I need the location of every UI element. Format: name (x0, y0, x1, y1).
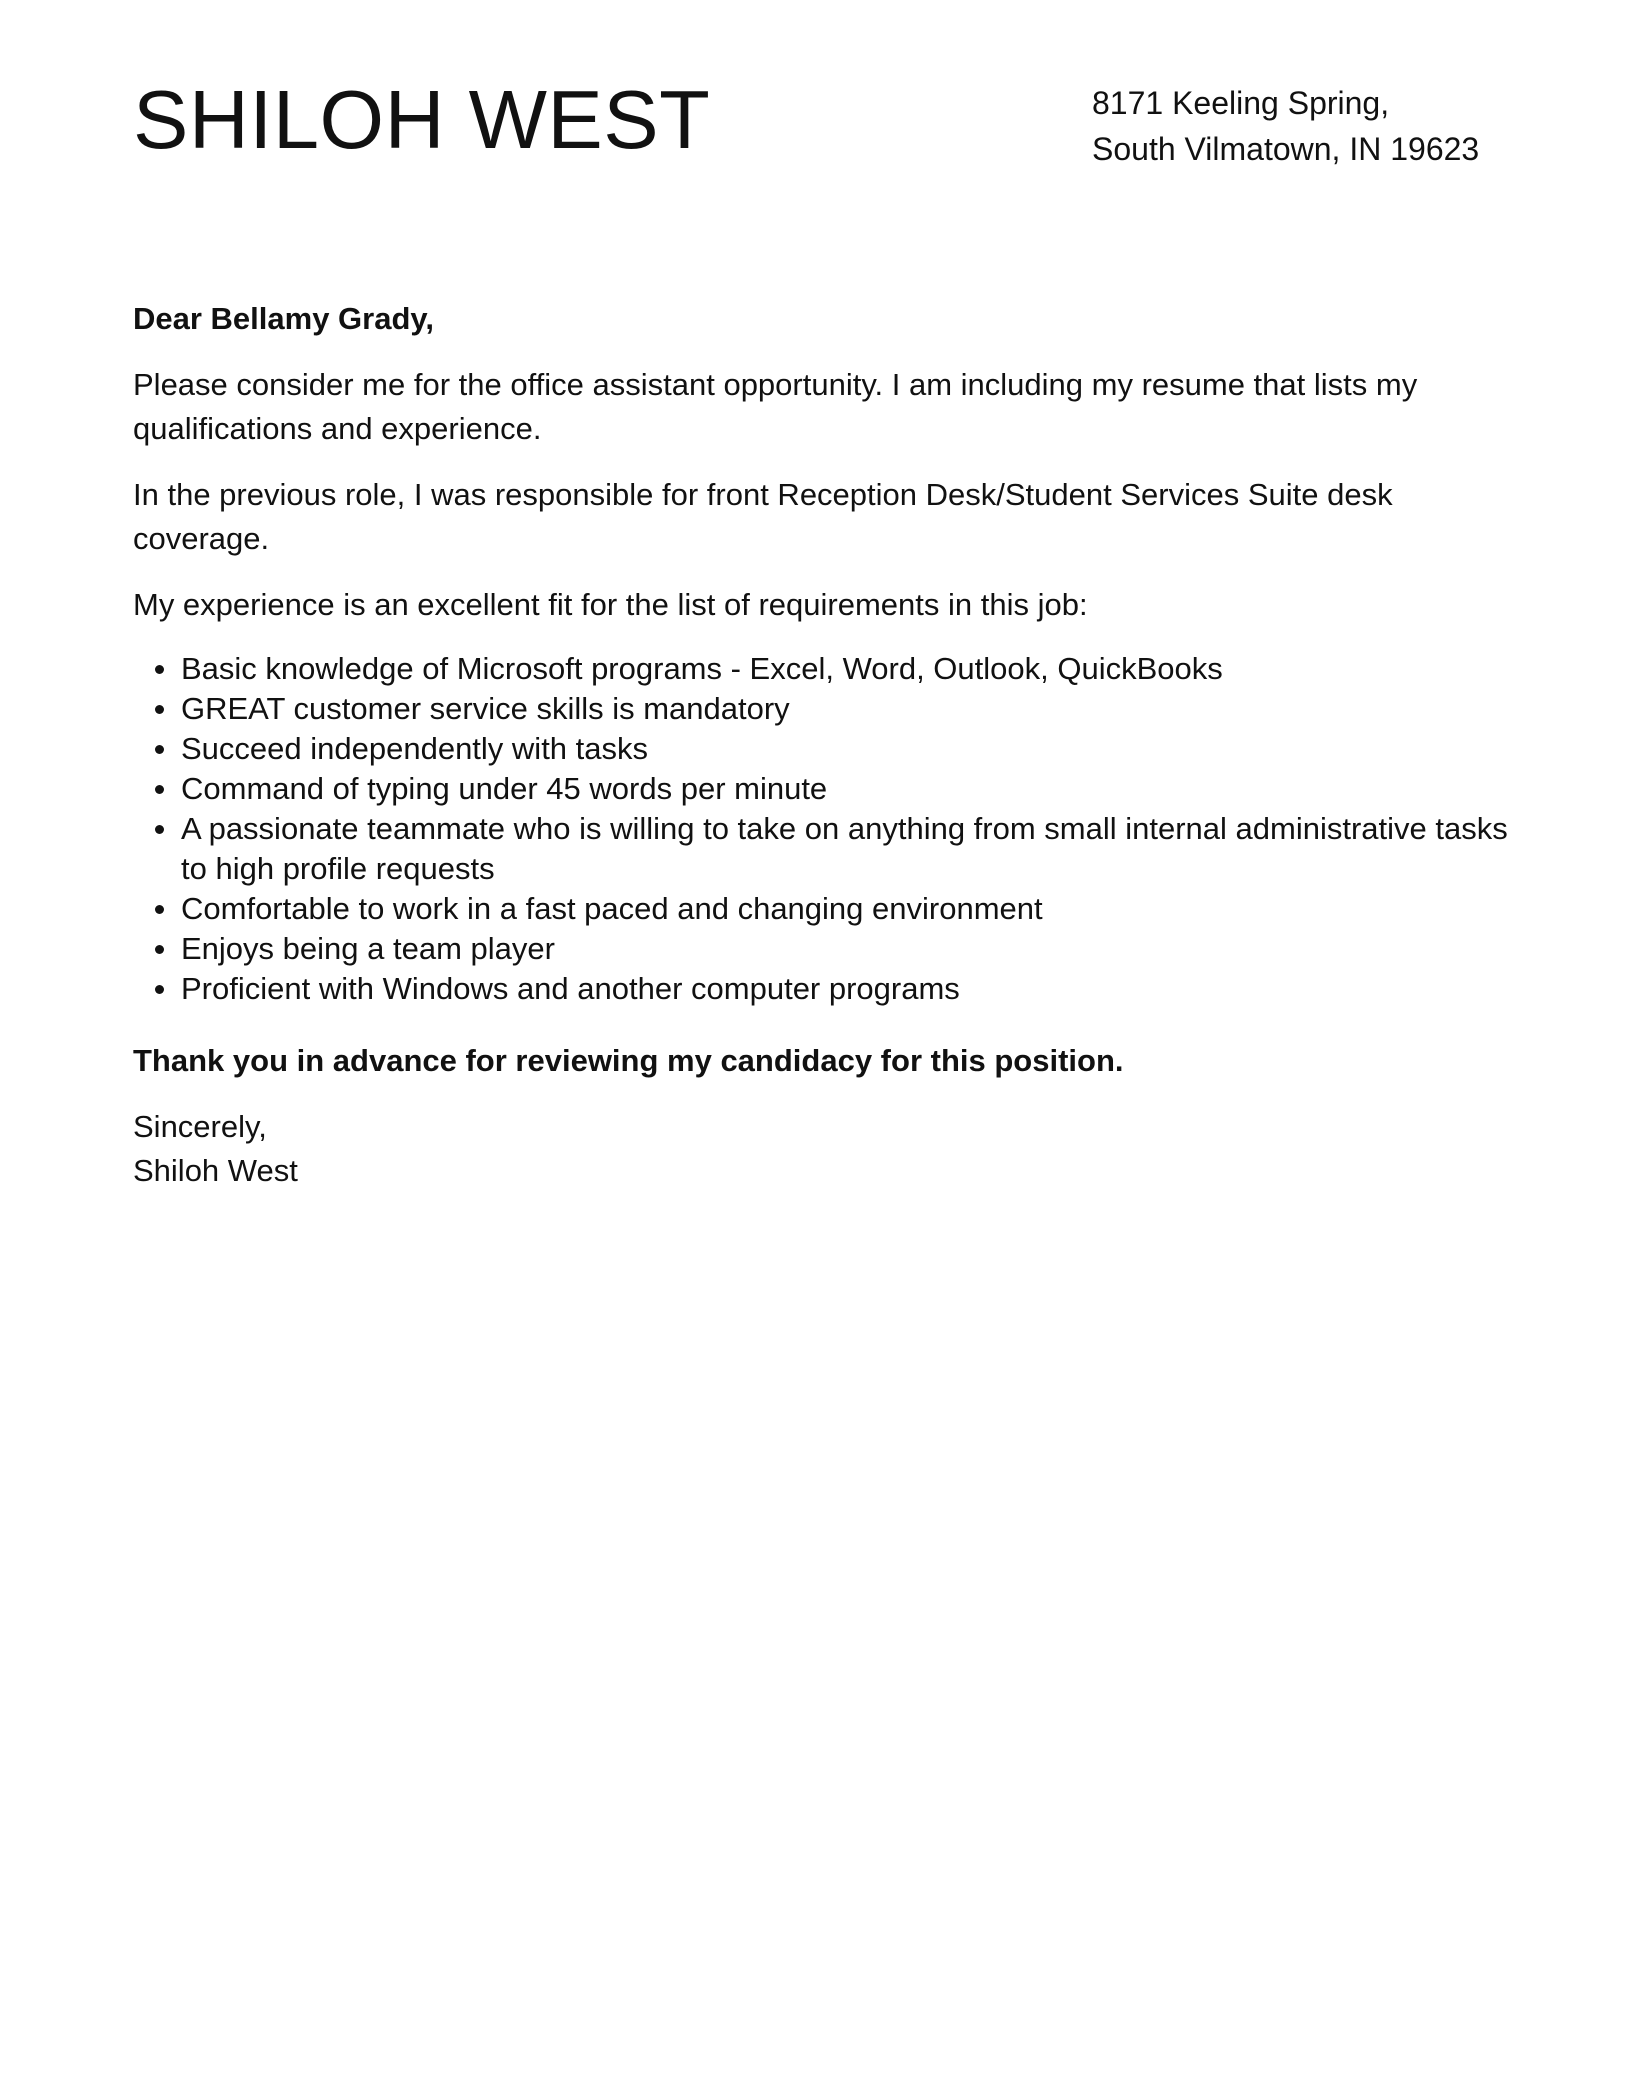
list-item-text: GREAT customer service skills is mandatory (181, 691, 790, 726)
previous-role-paragraph: In the previous role, I was responsible for front Reception Desk/Student Services Suite desk coverage. (133, 477, 1393, 556)
bullet-icon (155, 745, 164, 754)
bullet-icon (155, 665, 164, 674)
closing-statement: Thank you in advance for reviewing my candidacy for this position. (133, 1043, 1124, 1078)
list-item-text: Basic knowledge of Microsoft programs - Excel, Word, Outlook, QuickBooks (181, 651, 1223, 686)
signoff: Sincerely, (133, 1109, 267, 1144)
bullet-icon (155, 985, 164, 994)
list-item-text: Proficient with Windows and another computer programs (181, 971, 960, 1006)
list-item-text: Succeed independently with tasks (181, 731, 649, 766)
list-item-text: Enjoys being a team player (181, 931, 555, 966)
bullet-icon (155, 705, 164, 714)
address-line-2: South Vilmatown, IN 19623 (1092, 131, 1480, 167)
list-item (133, 689, 1513, 729)
list-item (133, 769, 1513, 809)
list-item-text: A passionate teammate who is willing to take on anything from small internal administrative tasks to high profile requests (181, 811, 1508, 886)
requirements-list (133, 649, 1513, 1009)
list-item-text: Comfortable to work in a fast paced and changing environment (181, 891, 1043, 926)
sender-address (1092, 80, 1479, 172)
list-item-text: Command of typing under 45 words per minute (181, 771, 828, 806)
list-item (133, 969, 1513, 1009)
requirements-intro-paragraph: My experience is an excellent fit for the list of requirements in this job: (133, 587, 1088, 622)
address-line-1: 8171 Keeling Spring, (1092, 85, 1390, 121)
list-item (133, 649, 1513, 689)
bullet-icon (155, 785, 164, 794)
bullet-icon (155, 905, 164, 914)
salutation: Dear Bellamy Grady, (133, 301, 434, 336)
bullet-icon (155, 945, 164, 954)
list-item (133, 929, 1513, 969)
list-item (133, 809, 1513, 889)
intro-paragraph: Please consider me for the office assistant opportunity. I am including my resume that lists my qualifications and experience. (133, 367, 1418, 446)
list-item (133, 889, 1513, 929)
bullet-icon (155, 825, 164, 834)
sender-name: SHILOH WEST (133, 73, 711, 166)
letter-body (133, 297, 1513, 1193)
list-item (133, 729, 1513, 769)
signoff-block (133, 1105, 1513, 1193)
signature-name: Shiloh West (133, 1153, 298, 1188)
